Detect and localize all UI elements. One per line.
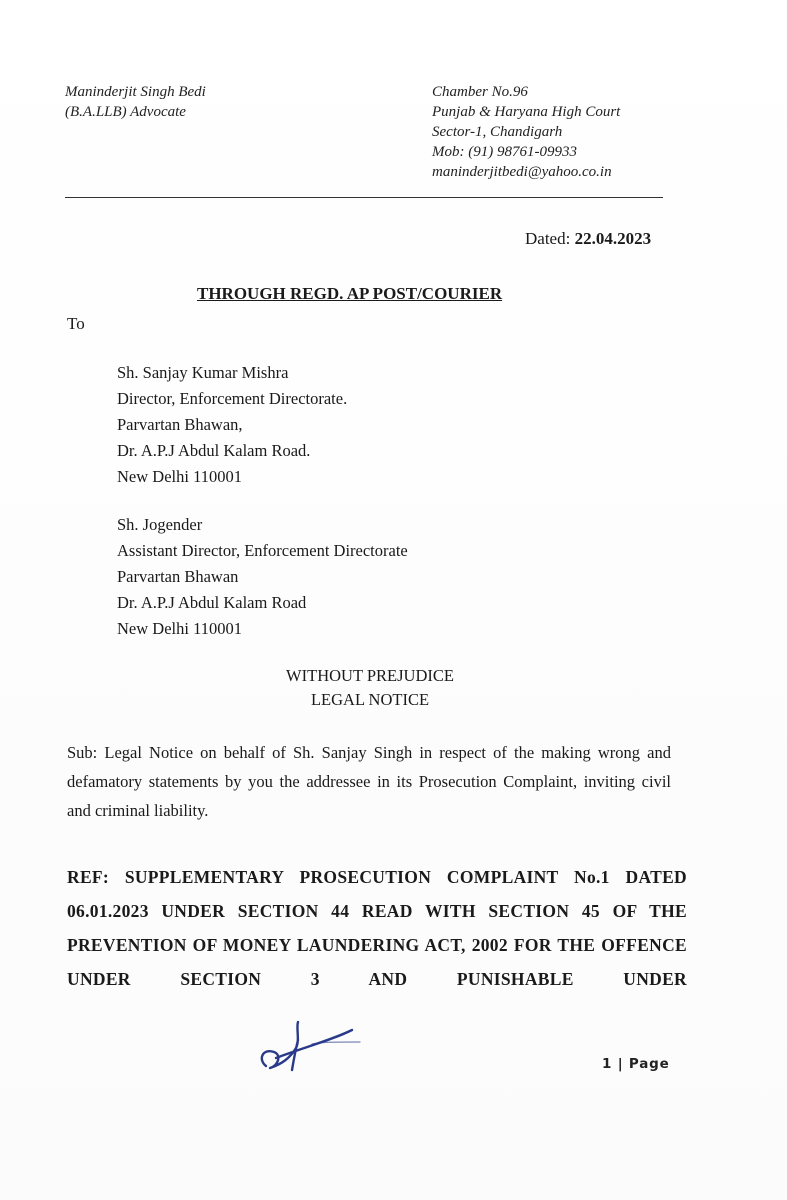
notice-heading: [0, 664, 740, 712]
court-name: Punjab & Haryana High Court: [432, 104, 621, 120]
delivery-mode-heading: THROUGH REGD. AP POST/COURIER: [197, 284, 503, 303]
advocate-qualification: (B.A.LLB) Advocate: [65, 104, 186, 120]
mobile-number: Mob: (91) 98761-09933: [432, 144, 577, 160]
addressee-2-name: Sh. Jogender: [117, 515, 203, 534]
addressee-1-building: Parvartan Bhawan,: [117, 415, 243, 434]
addressee-2-building: Parvartan Bhawan: [117, 567, 239, 586]
chamber-number: Chamber No.96: [432, 84, 528, 100]
advocate-name: Maninderjit Singh Bedi: [65, 84, 206, 100]
addressee-1-road: Dr. A.P.J Abdul Kalam Road.: [117, 441, 311, 460]
reference-paragraph: REF: SUPPLEMENTARY PROSECUTION COMPLAINT No.1 DATED 06.01.2023 UNDER SECTION 44 READ WITH SECTION 45 OF THE PREVENTION OF MONEY LAUNDERING ACT, 2002 FOR THE OFFENCE UNDER SECTION 3 AND PUNISHABLE UNDER: [67, 867, 687, 989]
addressee-block-1: [117, 360, 347, 490]
addressee-1-designation: Director, Enforcement Directorate.: [117, 389, 348, 408]
advocate-name-block: [65, 82, 206, 122]
email-address: maninderjitbedi@yahoo.co.in: [432, 164, 612, 180]
dated-label: Dated:: [525, 229, 571, 248]
to-label: To: [67, 314, 85, 333]
addressee-1-city: New Delhi 110001: [117, 467, 242, 486]
without-prejudice-heading: WITHOUT PREJUDICE: [286, 666, 454, 685]
page-number: 1 | Page: [602, 1056, 670, 1072]
chamber-address-block: [432, 82, 620, 182]
sector-city: Sector-1, Chandigarh: [432, 124, 563, 140]
addressee-2-designation: Assistant Director, Enforcement Directorate: [117, 541, 408, 560]
addressee-block-2: [117, 512, 408, 642]
date-line: [525, 229, 651, 249]
addressee-2-city: New Delhi 110001: [117, 619, 242, 638]
header-divider: [65, 197, 663, 198]
addressee-1-name: Sh. Sanjay Kumar Mishra: [117, 363, 289, 382]
legal-notice-heading: LEGAL NOTICE: [310, 690, 430, 709]
dated-value: 22.04.2023: [574, 229, 652, 248]
subject-paragraph: Sub: Legal Notice on behalf of Sh. Sanjay Singh in respect of the making wrong and defamatory statements by you the addressee in its Prosecution Complaint, inviting civil and criminal liability.: [67, 743, 671, 820]
signature-icon: [252, 1018, 372, 1078]
addressee-2-road: Dr. A.P.J Abdul Kalam Road: [117, 593, 307, 612]
